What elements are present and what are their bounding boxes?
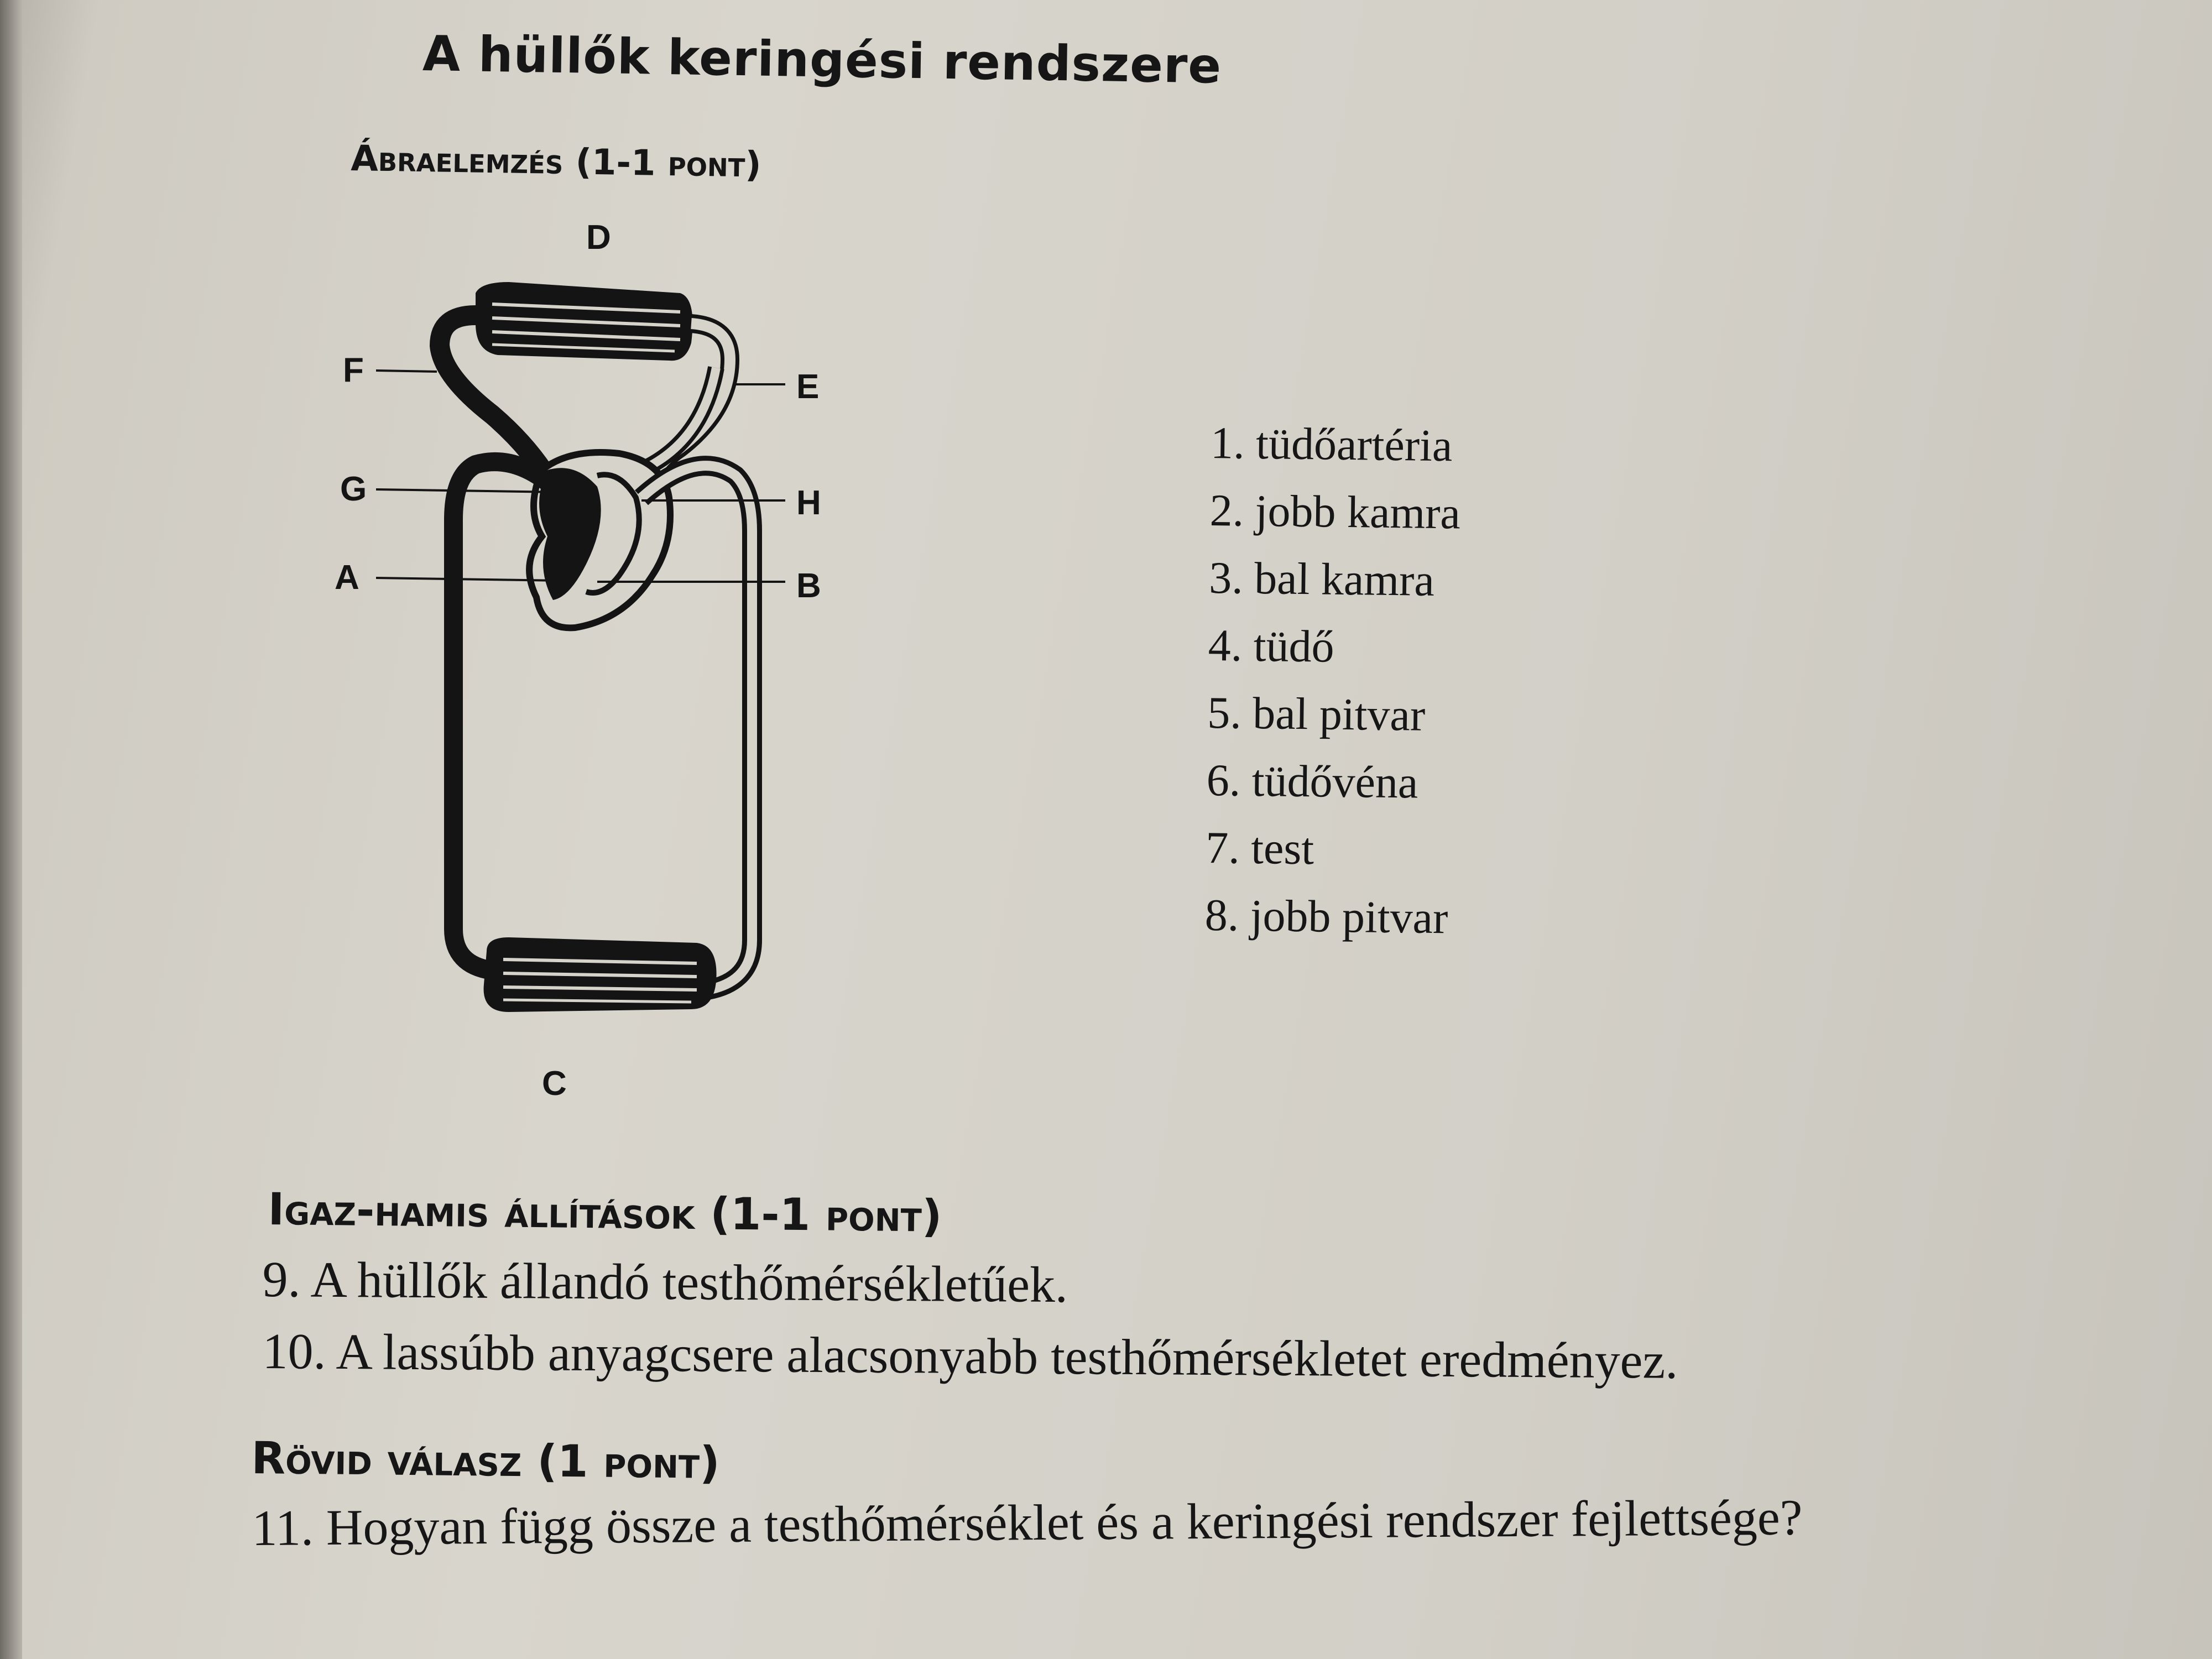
label-G: G <box>340 470 367 508</box>
label-F: F <box>343 351 364 389</box>
label-D: D <box>586 218 611 257</box>
legend-item: 1. tüdőartéria <box>1210 417 1453 471</box>
section-heading-diagram-analysis: Ábraelemzés (1-1 pont) <box>350 138 762 186</box>
statement-10: 10. A lassúbb anyagcsere alacsonyabb testhőmérsékletet eredményez. <box>262 1323 1678 1389</box>
section-heading-true-false: Igaz-hamis állítások (1-1 pont) <box>268 1183 942 1242</box>
page-title: A hüllők keringési rendszere <box>422 25 1222 95</box>
lung-capillary-bed <box>476 282 693 361</box>
legend-item: 8. jobb pitvar <box>1204 889 1448 943</box>
legend-item: 2. jobb kamra <box>1209 484 1461 539</box>
legend-item: 5. bal pitvar <box>1207 687 1426 740</box>
label-A: A <box>335 559 359 597</box>
statement-9: 9. A hüllők állandó testhőmérsékletűek. <box>262 1251 1068 1313</box>
label-B: B <box>796 567 821 605</box>
body-capillary-bed <box>484 937 717 1012</box>
label-C: C <box>542 1065 567 1103</box>
label-E: E <box>796 368 820 406</box>
circulatory-diagram <box>310 210 918 1117</box>
section-heading-short-answer: Rövid válasz (1 pont) <box>251 1432 721 1489</box>
question-11: 11. Hogyan függ össze a testhőmérséklet és a keringési rendszer fejlettsége? <box>252 1489 1803 1556</box>
legend-item: 4. tüdő <box>1208 619 1335 672</box>
legend-item: 6. tüdővéna <box>1206 754 1418 808</box>
legend-list <box>1204 409 1462 952</box>
label-H: H <box>796 484 821 522</box>
page-edge-shadow <box>0 0 22 1659</box>
legend-item: 7. test <box>1205 822 1314 874</box>
legend-item: 3. bal kamra <box>1208 552 1435 606</box>
